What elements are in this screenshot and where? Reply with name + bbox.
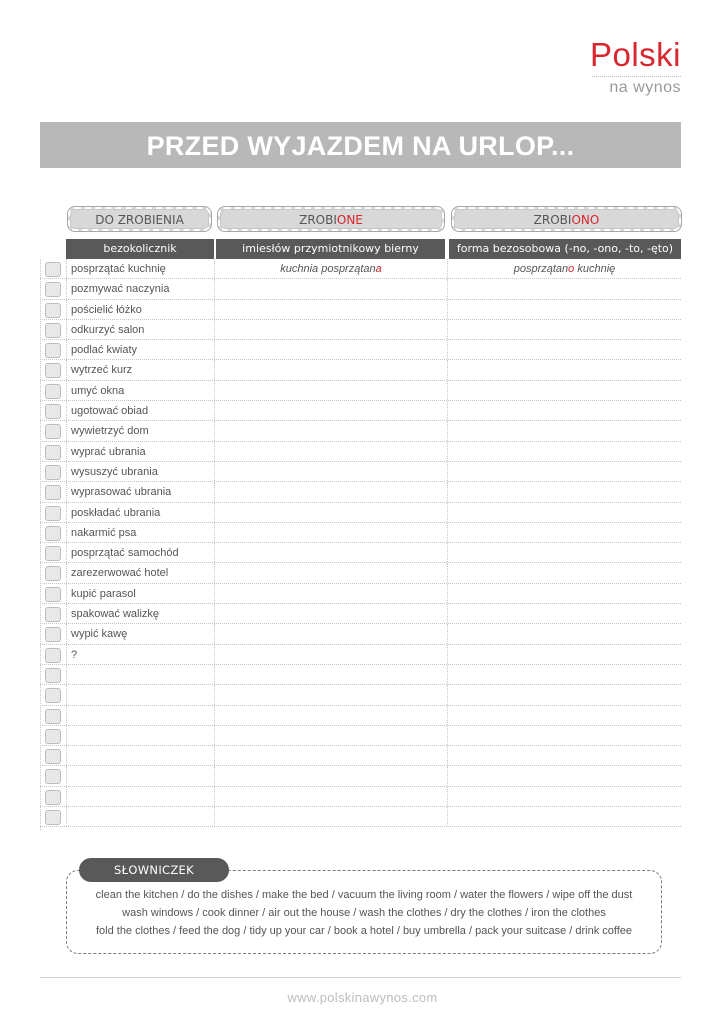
impersonal-cell[interactable] xyxy=(448,706,681,725)
checkbox[interactable] xyxy=(45,648,61,663)
table-row xyxy=(40,462,681,482)
impersonal-cell[interactable] xyxy=(448,462,681,481)
table-row xyxy=(40,624,681,644)
infinitive-cell: posprzątać samochód xyxy=(66,543,215,562)
tab-zrobiono xyxy=(452,207,681,231)
table-row xyxy=(40,563,681,583)
tab-zrobione xyxy=(218,207,444,231)
glossary-line: fold the clothes / feed the dog / tidy up your car / book a hotel / buy umbrella / pack your suitcase / drink coffee xyxy=(95,925,633,937)
checkbox[interactable] xyxy=(45,363,61,378)
participle-cell[interactable] xyxy=(215,604,448,623)
impersonal-cell[interactable] xyxy=(448,340,681,359)
checkbox[interactable] xyxy=(45,668,61,683)
infinitive-cell xyxy=(66,665,215,684)
column-header-infinitive: bezokolicznik xyxy=(66,239,214,259)
table-row xyxy=(40,584,681,604)
table-row xyxy=(40,604,681,624)
glossary-line: clean the kitchen / do the dishes / make the bed / vacuum the living room / water the flowers / wipe off the dust xyxy=(95,889,633,901)
infinitive-cell xyxy=(66,766,215,785)
participle-cell[interactable] xyxy=(215,482,448,501)
infinitive-cell xyxy=(66,706,215,725)
table-row xyxy=(40,523,681,543)
infinitive-cell: ? xyxy=(66,645,215,664)
table-row xyxy=(40,787,681,807)
infinitive-cell: wyprać ubrania xyxy=(66,442,215,461)
task-table xyxy=(40,259,681,827)
example-text: posprzątan xyxy=(513,263,569,275)
table-row xyxy=(40,685,681,705)
table-row xyxy=(40,421,681,441)
checkbox[interactable] xyxy=(45,627,61,642)
participle-cell[interactable] xyxy=(215,665,448,684)
checkbox[interactable] xyxy=(45,607,61,622)
impersonal-cell[interactable] xyxy=(448,503,681,522)
infinitive-cell: pozmywać naczynia xyxy=(66,279,215,298)
impersonal-cell[interactable] xyxy=(448,807,681,826)
footer-url: www.polskinawynos.com xyxy=(287,990,438,1005)
table-row xyxy=(40,746,681,766)
participle-cell[interactable] xyxy=(215,360,448,379)
table-row xyxy=(40,543,681,563)
participle-cell[interactable] xyxy=(215,685,448,704)
infinitive-cell: wysuszyć ubrania xyxy=(66,462,215,481)
participle-cell[interactable] xyxy=(215,746,448,765)
participle-cell[interactable] xyxy=(215,624,448,643)
checkbox[interactable] xyxy=(45,445,61,460)
checkbox[interactable] xyxy=(45,790,61,805)
tab-label-ending: ONE xyxy=(336,213,363,227)
impersonal-cell[interactable] xyxy=(448,523,681,542)
impersonal-cell[interactable] xyxy=(448,665,681,684)
impersonal-cell[interactable] xyxy=(448,563,681,582)
impersonal-cell[interactable] xyxy=(448,624,681,643)
participle-cell[interactable] xyxy=(215,706,448,725)
infinitive-cell: wywietrzyć dom xyxy=(66,421,215,440)
logo xyxy=(590,38,681,97)
infinitive-cell xyxy=(66,685,215,704)
impersonal-cell[interactable] xyxy=(448,482,681,501)
checkbox[interactable] xyxy=(45,282,61,297)
checkbox[interactable] xyxy=(45,262,61,277)
impersonal-cell[interactable] xyxy=(448,766,681,785)
table-row xyxy=(40,706,681,726)
infinitive-cell: wytrzeć kurz xyxy=(66,360,215,379)
checkbox[interactable] xyxy=(45,323,61,338)
impersonal-cell[interactable] xyxy=(448,584,681,603)
table-row xyxy=(40,726,681,746)
participle-cell[interactable] xyxy=(215,807,448,826)
infinitive-cell: wyprasować ubrania xyxy=(66,482,215,501)
participle-cell[interactable] xyxy=(215,787,448,806)
infinitive-cell xyxy=(66,746,215,765)
table-row xyxy=(40,259,681,279)
impersonal-cell[interactable] xyxy=(448,381,681,400)
impersonal-cell[interactable] xyxy=(448,279,681,298)
participle-cell[interactable] xyxy=(215,442,448,461)
checkbox[interactable] xyxy=(45,587,61,602)
infinitive-cell: kupić parasol xyxy=(66,584,215,603)
infinitive-cell: podlać kwiaty xyxy=(66,340,215,359)
infinitive-cell xyxy=(66,787,215,806)
participle-cell[interactable] xyxy=(215,503,448,522)
checkbox[interactable] xyxy=(45,303,61,318)
participle-cell[interactable] xyxy=(215,563,448,582)
table-row xyxy=(40,401,681,421)
participle-cell[interactable] xyxy=(215,645,448,664)
infinitive-cell: wypić kawę xyxy=(66,624,215,643)
page-title: PRZED WYJAZDEM NA URLOP... xyxy=(40,122,681,168)
impersonal-cell[interactable] xyxy=(448,300,681,319)
table-row xyxy=(40,665,681,685)
participle-cell[interactable] xyxy=(215,279,448,298)
participle-cell[interactable] xyxy=(215,401,448,420)
checkbox[interactable] xyxy=(45,424,61,439)
participle-cell[interactable] xyxy=(215,421,448,440)
checkbox[interactable] xyxy=(45,546,61,561)
column-header-impersonal: forma bezosobowa (-no, -ono, -to, -ęto) xyxy=(449,239,681,259)
table-row xyxy=(40,279,681,299)
footer-divider xyxy=(40,977,681,978)
impersonal-cell[interactable] xyxy=(448,421,681,440)
participle-cell[interactable] xyxy=(215,584,448,603)
tab-label-ending: ONO xyxy=(571,213,600,227)
logo-divider xyxy=(592,76,681,77)
column-header-participle: imiesłów przymiotnikowy bierny xyxy=(216,239,445,259)
impersonal-cell[interactable] xyxy=(448,746,681,765)
table-row xyxy=(40,645,681,665)
infinitive-cell: odkurzyć salon xyxy=(66,320,215,339)
infinitive-cell: nakarmić psa xyxy=(66,523,215,542)
table-row xyxy=(40,360,681,380)
participle-cell[interactable] xyxy=(215,543,448,562)
table-row xyxy=(40,482,681,502)
infinitive-cell xyxy=(66,807,215,826)
example-text: kuchnia posprzątan xyxy=(280,263,376,275)
infinitive-cell: poskładać ubrania xyxy=(66,503,215,522)
checkbox[interactable] xyxy=(45,709,61,724)
infinitive-cell: posprzątać kuchnię xyxy=(66,259,215,278)
impersonal-cell[interactable] xyxy=(448,685,681,704)
impersonal-cell[interactable] xyxy=(448,259,681,278)
glossary-line: wash windows / cook dinner / air out the house / wash the clothes / dry the clothes / iron the clothes xyxy=(122,907,606,919)
example-ending: a xyxy=(375,263,382,275)
tab-label-prefix: ZROBI xyxy=(299,213,337,227)
logo-subtitle: na wynos xyxy=(609,79,681,96)
table-row xyxy=(40,766,681,786)
checkbox[interactable] xyxy=(45,506,61,521)
checkbox[interactable] xyxy=(45,566,61,581)
infinitive-cell: zarezerwować hotel xyxy=(66,563,215,582)
impersonal-cell[interactable] xyxy=(448,726,681,745)
impersonal-cell[interactable] xyxy=(448,645,681,664)
checkbox[interactable] xyxy=(45,769,61,784)
example-text: kuchnię xyxy=(574,263,616,275)
table-row xyxy=(40,807,681,827)
checkbox[interactable] xyxy=(45,688,61,703)
table-row xyxy=(40,381,681,401)
infinitive-cell: umyć okna xyxy=(66,381,215,400)
tab-label-prefix: ZROBI xyxy=(533,213,572,227)
participle-cell[interactable] xyxy=(215,726,448,745)
example-ending: o xyxy=(568,263,575,275)
participle-cell[interactable] xyxy=(215,320,448,339)
participle-cell[interactable] xyxy=(215,766,448,785)
table-row xyxy=(40,340,681,360)
impersonal-cell[interactable] xyxy=(448,401,681,420)
participle-cell[interactable] xyxy=(215,259,448,278)
infinitive-cell: spakować walizkę xyxy=(66,604,215,623)
tab-do-zrobienia xyxy=(68,207,211,231)
table-row xyxy=(40,320,681,340)
logo-title: Polski xyxy=(589,36,681,73)
checkbox[interactable] xyxy=(45,749,61,764)
participle-cell[interactable] xyxy=(215,462,448,481)
table-row xyxy=(40,442,681,462)
participle-cell[interactable] xyxy=(215,340,448,359)
impersonal-cell[interactable] xyxy=(448,604,681,623)
checkbox[interactable] xyxy=(45,343,61,358)
checkbox[interactable] xyxy=(45,384,61,399)
checkbox[interactable] xyxy=(45,526,61,541)
impersonal-cell[interactable] xyxy=(448,543,681,562)
impersonal-cell[interactable] xyxy=(448,360,681,379)
glossary-title: SŁOWNICZEK xyxy=(79,858,229,882)
checkbox[interactable] xyxy=(45,465,61,480)
tab-label: DO ZROBIENIA xyxy=(95,213,184,227)
table-row xyxy=(40,503,681,523)
checkbox[interactable] xyxy=(45,729,61,744)
participle-cell[interactable] xyxy=(215,523,448,542)
checkbox[interactable] xyxy=(45,810,61,825)
impersonal-cell[interactable] xyxy=(448,787,681,806)
impersonal-cell[interactable] xyxy=(448,442,681,461)
infinitive-cell: ugotować obiad xyxy=(66,401,215,420)
participle-cell[interactable] xyxy=(215,381,448,400)
table-row xyxy=(40,300,681,320)
checkbox[interactable] xyxy=(45,485,61,500)
participle-cell[interactable] xyxy=(215,300,448,319)
checkbox[interactable] xyxy=(45,404,61,419)
impersonal-cell[interactable] xyxy=(448,320,681,339)
infinitive-cell: pościelić łóżko xyxy=(66,300,215,319)
infinitive-cell xyxy=(66,726,215,745)
